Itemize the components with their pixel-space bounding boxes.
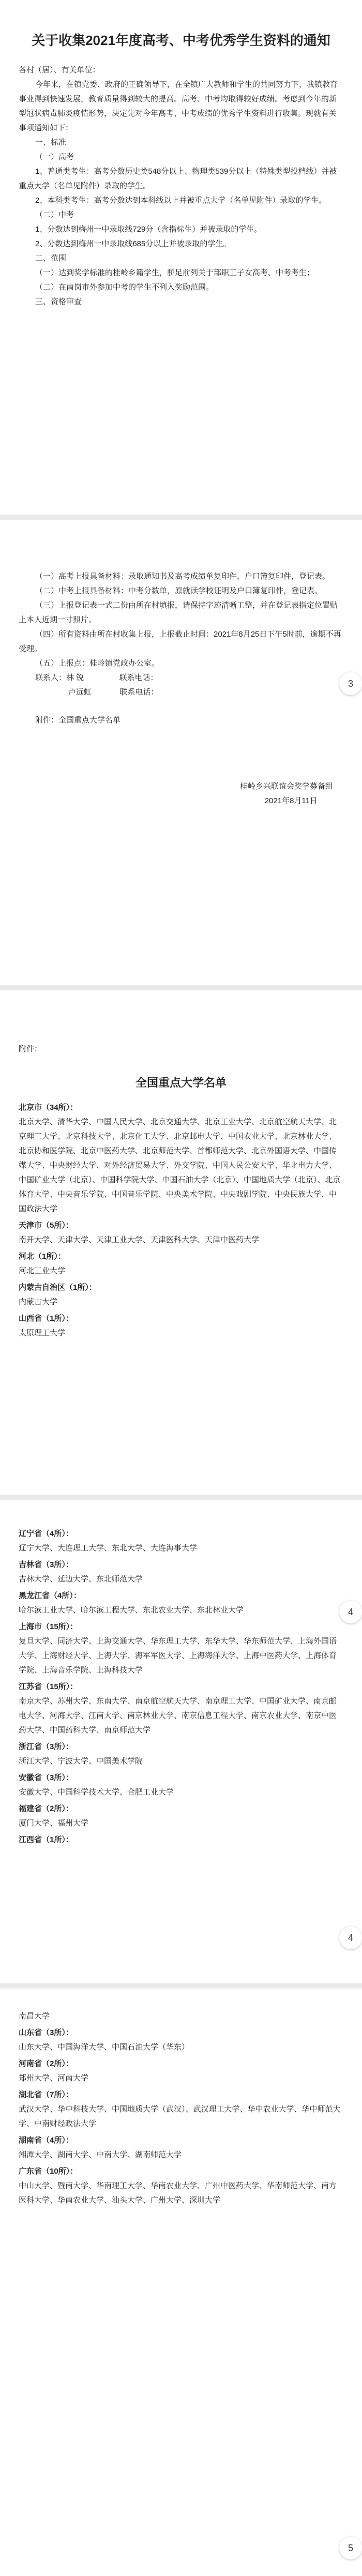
university-list: 厦门大学、福州大学 [19, 1819, 89, 1828]
contact-row [19, 671, 343, 685]
university-list: 南京大学、苏州大学、东南大学、南京航空航天大学、南京理工大学、中国矿业大学、南京邮电大学、河海大学、江南大学、南京林业大学、南京信息工程大学、南京农业大学、南京中医药大学、中国药科大学、南京师范大学 [19, 1697, 337, 1735]
university-list: 中山大学、暨南大学、华南理工大学、华南农业大学、广州中医药大学、华南师范大学、南方医科大学、华南农业大学、汕头大学、广州大学、深圳大学 [19, 2181, 337, 2205]
page-number-badge[interactable]: 4 [339, 1601, 362, 1623]
university-list: 山东大学、中国海洋大学、中国石油大学（华东） [19, 2043, 190, 2052]
university-list: 武汉大学、华中科技大学、中国地质大学（武汉）、武汉理工大学、华中农业大学、华中师范大学、中南财经政法大学 [19, 2105, 341, 2128]
region-heading: 湖北省（7所）： [19, 2090, 73, 2099]
university-list: 南开大学、天津大学、天津工业大学、天津医科大学、天津中医药大学 [19, 1236, 260, 1244]
region-heading: 福建省（2所）： [19, 1804, 73, 1813]
region-heading: 湖南省（4所）： [19, 2136, 73, 2145]
university-list: 吉林大学、延边大学、东北师范大学 [19, 1575, 143, 1584]
region-heading: 河南省（2所）： [19, 2059, 73, 2068]
requirement-item: （四）所有资料由所在村收集上报，上报截止时间：2021年8月25日下午5时前，逾期不再受理。 [19, 630, 341, 653]
requirement-item: （二）中考上报具备材料：中考分数单，原就读学校证明及户口簿复印件，登记表。 [35, 586, 323, 595]
page-number-badge[interactable]: 4 [339, 1926, 362, 1949]
intro-paragraph: 今年来，在镇党委、政府的正确领导下，在全镇广大教师和学生的共同努力下，我镇教育事业得到快速发展，教育质量得到较大的提高。高考、中考均取得较好成绩。考虑到今年的新型冠状病毒肺炎疫情形势，决定先对今年高考、中考成绩的优秀学生资料进行收集。现就有关事项通知如下： [19, 80, 338, 132]
contact-phone-label: 联系电话： [119, 673, 158, 682]
criteria-item: 2、本科类考生：高考分数达到本科线以上并被重点大学（名单见附件）录取的学生。 [35, 196, 327, 205]
contact-phone-label: 联系电话： [119, 688, 159, 697]
notice-title: 关于收集2021年度高考、中考优秀学生资料的通知 [32, 33, 330, 48]
page-number-badge[interactable]: 3 [339, 672, 362, 695]
region-heading: 上海市（15所）： [19, 1622, 78, 1631]
contact-name: 联系人：林 锐 [35, 673, 84, 682]
section-heading: 三、资格审查 [35, 297, 82, 306]
region-heading: 浙江省（3所）： [19, 1742, 73, 1751]
salutation: 各村（居）、有关单位： [19, 66, 100, 74]
region-heading: 广东省（10所）： [19, 2167, 78, 2176]
document-page-1 [0, 0, 362, 515]
signer: 桂岭乡兴联谊会奖学募备组 [239, 782, 333, 791]
document-page-5 [0, 1989, 362, 2576]
criteria-item: 1、分数达到梅州一中录取线729分（含指标生）并被录取的学生。 [35, 225, 262, 234]
region-heading: 山东省（3所）： [19, 2028, 73, 2037]
subsection-heading: （二）中考 [35, 210, 74, 219]
list-title: 全国重点大学名单 [135, 1076, 227, 1089]
university-list: 太原理工大学 [19, 1329, 66, 1337]
university-list: 浙江大学、宁波大学、中国美术学院 [19, 1757, 143, 1766]
attachment-label: 附件： [19, 1045, 42, 1053]
region-heading: 北京市（34所）： [19, 1103, 78, 1112]
region-heading: 安徽省（3所）： [19, 1773, 73, 1782]
region-heading: 黑龙江省（4所）： [19, 1591, 81, 1600]
region-heading: 天津市（5所）： [19, 1221, 73, 1230]
document-page-2 [0, 520, 362, 985]
requirement-item: （三）上报登记表一式二份由所在村填报，请保持字迹清晰工整，并在登记表指定位置贴上本人近期一寸照片。 [19, 601, 338, 624]
requirement-item: （一）高考上报具备材料：录取通知书及高考成绩单复印件，户口簿复印件，登记表。 [35, 572, 330, 581]
section-heading: 一、标准 [35, 138, 67, 147]
university-list: 辽宁大学、大连理工大学、东北大学、大连海事大学 [19, 1544, 198, 1553]
attachment-note: 附件：全国重点大学名单 [35, 716, 121, 725]
university-list: 复旦大学、同济大学、上海交通大学、华东理工大学、东华大学、华东师范大学、上海外国语大学、上海财经大学、上海大学、海军军医大学、上海海洋大学、上海中医药大学、上海体育学院、上海音乐学院、上海科技大学 [19, 1637, 337, 1675]
document-page-4 [0, 1500, 362, 1983]
university-list: 郑州大学、河南大学 [19, 2074, 89, 2083]
contact-row [19, 685, 343, 700]
section-heading: 二、范围 [35, 254, 67, 263]
criteria-item: 1、普通类考生：高考分数历史类548分以上、物理类539分以上（特殊类型投档线）并被重点大学（名单见附件）录取的学生。 [19, 167, 337, 190]
region-heading: 江苏省（15所）： [19, 1682, 78, 1691]
region-heading: 江西省（1所）： [19, 1835, 73, 1844]
criteria-item: 2、分数达到梅州一中录取线685分以上并被录取的学生。 [35, 239, 231, 248]
scope-item: （二）在南岗市外参加中考的学生不列入奖励范围。 [35, 283, 214, 292]
university-list: 安徽大学、中国科学技术大学、合肥工业大学 [19, 1788, 174, 1797]
subsection-heading: （一）高考 [35, 153, 74, 161]
university-list: 河北工业大学 [19, 1267, 66, 1275]
university-list: 南昌大学 [19, 2012, 50, 2021]
contact-name: 卢远虹 [68, 688, 92, 697]
region-heading: 辽宁省（4所）： [19, 1529, 73, 1538]
university-list: 哈尔滨工业大学、哈尔滨工程大学、东北农业大学、东北林业大学 [19, 1606, 244, 1615]
university-list: 湘潭大学、湖南大学、中南大学、湖南师范大学 [19, 2150, 182, 2159]
region-heading: 吉林省（3所）： [19, 1560, 73, 1569]
region-heading: 河北（1所）： [19, 1252, 66, 1261]
region-heading: 内蒙古自治区（1所）： [19, 1283, 97, 1292]
document-page-3 [0, 990, 362, 1495]
university-list: 内蒙古大学 [19, 1298, 58, 1306]
page-number-badge[interactable]: 5 [339, 2537, 362, 2559]
region-heading: 山西省（1所）： [19, 1314, 73, 1323]
signature-date: 2021年8月11日 [264, 796, 318, 805]
university-list: 北京大学、清华大学、中国人民大学、北京交通大学、北京工业大学、北京航空航天大学、北京理工大学、北京科技大学、北京化工大学、北京邮电大学、中国农业大学、北京林业大学、北京协和医学院、北京中医药大学、北京师范大学、首都师范大学、北京外国语大学、中国传媒大学、中央财经大学、对外经济贸易大学、外交学院、中国人民公安大学、华北电力大学、中国矿业大学（北京）、中国科学院大学、中国石油大学（北京）、中国地质大学（北京）、北京体育大学、中央音乐学院、中国音乐学院、中央美术学院、中央戏剧学院、中央民族大学、中国政法大学 [19, 1118, 341, 1213]
scope-item: （一）达到奖学标准的桂岭乡籍学生，骄足前列关于部职工子女高考、中考考生； [35, 268, 315, 277]
requirement-item: （五）上报点：桂岭镇党政办公室。 [35, 659, 160, 668]
